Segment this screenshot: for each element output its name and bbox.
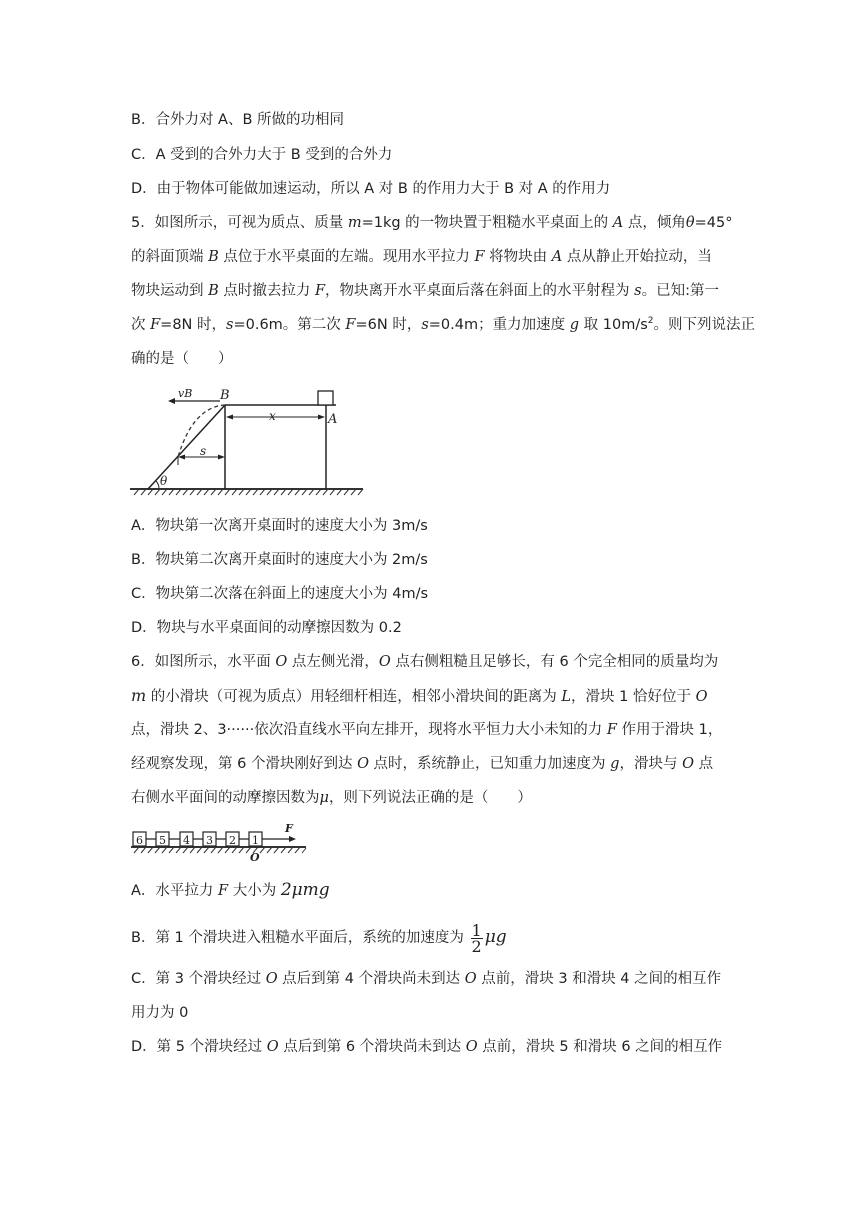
label-b: B	[220, 388, 230, 403]
s-arrowhead-right	[218, 455, 225, 460]
svg-text:5: 5	[159, 834, 166, 847]
q4-option-c: C．A 受到的合外力大于 B 受到的合外力	[131, 147, 393, 163]
x-arrowhead-left	[226, 415, 233, 420]
svg-text:1: 1	[252, 834, 259, 847]
block-3	[203, 832, 216, 847]
q5-figure	[128, 385, 368, 500]
svg-text:4: 4	[183, 834, 190, 847]
q6-figure	[128, 822, 313, 864]
label-vb: vB	[178, 387, 193, 400]
svg-text:2: 2	[229, 834, 236, 847]
q6-stem-line-2: m 的小滑块（可视为质点）用轻细杆相连，相邻小滑块间的距离为 L，滑块 1 恰好位于 O	[131, 686, 708, 705]
q5-stem-line-2: 的斜面顶端 B 点位于水平桌面的左端。现用水平拉力 F 将物块由 A 点从静止开始拉动，当	[131, 249, 712, 265]
q5-option-a: A．物块第一次离开桌面时的速度大小为 3m/s	[131, 518, 428, 534]
block-a	[318, 391, 333, 405]
svg-text:3: 3	[206, 834, 213, 847]
q5-option-b: B．物块第二次离开桌面时的速度大小为 2m/s	[131, 552, 428, 568]
q4-option-d: D．由于物体可能做加速运动，所以 A 对 B 的作用力大于 B 对 A 的作用力	[131, 181, 611, 197]
block-2	[226, 832, 239, 847]
q6-option-b: B．第 1 个滑块进入粗糙水平面后，系统的加速度为 $\frac{1}{2}$ μg	[131, 920, 507, 956]
block-5	[156, 832, 169, 847]
block-6	[133, 832, 146, 847]
force-arrowhead	[289, 836, 296, 842]
q5-option-c: C．物块第二次落在斜面上的速度大小为 4m/s	[131, 586, 429, 602]
q6-stem-line-3: 点，滑块 2、3······依次沿直线水平向左排开，现将水平恒力大小未知的力 F 作用于滑块 1，	[131, 722, 723, 738]
q4-option-b: B．合外力对 A、B 所做的功相同	[131, 112, 345, 128]
block-4	[180, 832, 193, 847]
q5-stem-line-5: 确的是（ ）	[131, 351, 233, 367]
label-s: s	[200, 444, 207, 458]
block-1	[249, 832, 262, 847]
q6-stem-line-4: 经观察发现，第 6 个滑块刚好到达 O 点时，系统静止，已知重力加速度为 g，滑块与 O 点	[131, 756, 714, 772]
q5-stem-line-3: 物块运动到 B 点时撤去拉力 F，物块离开水平桌面后落在斜面上的水平射程为 s。已知:第一	[131, 283, 719, 299]
label-f: F	[285, 822, 293, 835]
label-x: x	[269, 409, 276, 423]
q6-stem-line-5: 右侧水平面间的动摩擦因数为μ，则下列说法正确的是（ ）	[131, 790, 532, 806]
label-a: A	[328, 412, 338, 427]
x-arrowhead-right	[318, 415, 325, 420]
q5-stem-line-1: 5．如图所示，可视为质点、质量 m=1kg 的一物块置于粗糙水平桌面上的 A 点，倾角θ=45°	[131, 215, 733, 231]
q6-option-c-line-1: C．第 3 个滑块经过 O 点后到第 4 个滑块尚未到达 O 点前，滑块 3 和滑块 4 之间的相互作	[131, 971, 722, 987]
theta-arc	[156, 481, 159, 489]
vb-arrowhead	[168, 398, 175, 404]
q5-option-d: D．物块与水平桌面间的动摩擦因数为 0.2	[131, 620, 402, 636]
q6-stem-line-1: 6．如图所示，水平面 O 点左侧光滑，O 点右侧粗糙且足够长，有 6 个完全相同的质量均为	[131, 654, 719, 670]
label-o: O	[250, 851, 260, 864]
q6-option-c-line-2: 用力为 0	[131, 1005, 189, 1021]
q6-option-d-line-1: D．第 5 个滑块经过 O 点后到第 6 个滑块尚未到达 O 点前，滑块 5 和滑块 6 之间的相互作	[131, 1039, 723, 1055]
q6-option-a-formula: 2μmg	[280, 880, 330, 900]
fraction-one-half: $\frac{1}{2}$	[471, 920, 482, 956]
q5-stem-line-4: 次 F=8N 时，s=0.6m。第二次 F=6N 时，s=0.4m；重力加速度 g 取 $10m/s^2$。则下列说法正	[131, 316, 755, 333]
label-theta: θ	[160, 474, 168, 488]
svg-text:6: 6	[136, 834, 143, 847]
q6-option-a: A．水平拉力 F 大小为 2μmg	[131, 880, 330, 900]
